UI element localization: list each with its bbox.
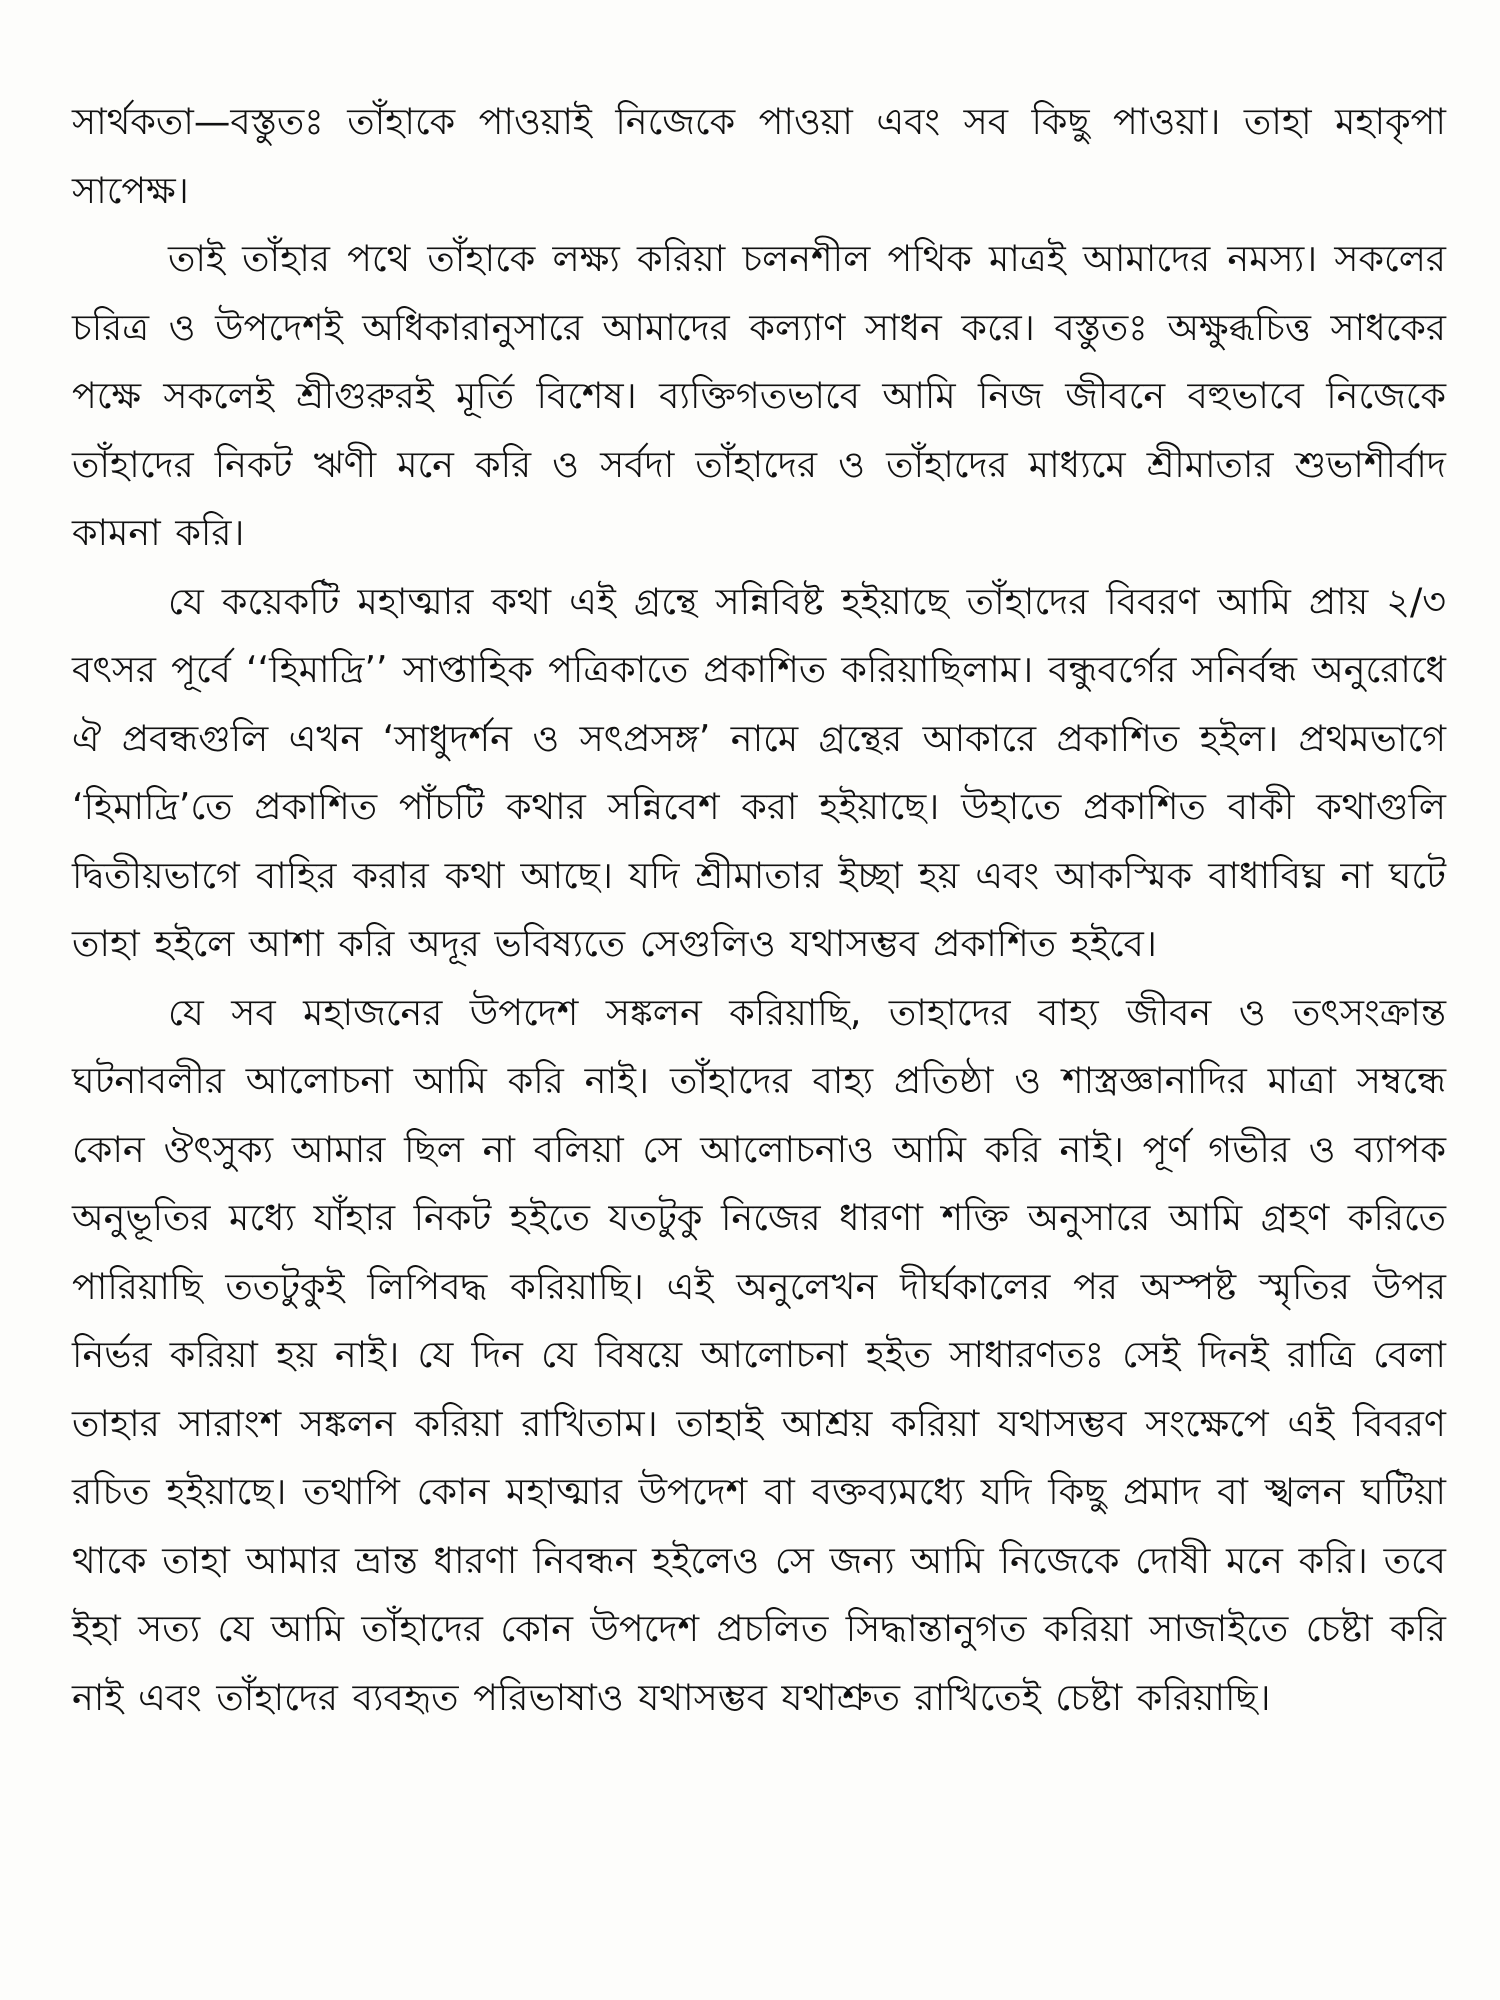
- paragraph-continuation: সার্থকতা—বস্তুতঃ তাঁহাকে পাওয়াই নিজেকে পাওয়া এবং সব কিছু পাওয়া। তাহা মহাকৃপা সাপেক্ষ।: [72, 100, 1446, 212]
- paragraph-sages-reverence: তাই তাঁহার পথে তাঁহাকে লক্ষ্য করিয়া চলনশীল পথিক মাত্রই আমাদের নমস্য। সকলের চরিত্র ও উপদেশই অধিকারানুসারে আমাদের কল্যাণ সাধন করে। বস্তুতঃ অক্ষুব্ধচিত্ত সাধকের পক্ষে সকলেই শ্রীগুরুরই মূর্তি বিশেষ। ব্যক্তিগতভাবে আমি নিজ জীবনে বহুভাবে নিজেকে তাঁহাদের নিকট ঋণী মনে করি ও সর্বদা তাঁহাদের ও তাঁহাদের মাধ্যমে শ্রীমাতার শুভাশীর্বাদ কামনা করি।: [72, 237, 1446, 554]
- paragraph-compilation-method: যে সব মহাজনের উপদেশ সঙ্কলন করিয়াছি, তাহাদের বাহ্য জীবন ও তৎসংক্রান্ত ঘটনাবলীর আলোচনা আমি করি নাই। তাঁহাদের বাহ্য প্রতিষ্ঠা ও শাস্ত্রজ্ঞানাদির মাত্রা সম্বন্ধে কোন ঔৎসুক্য আমার ছিল না বলিয়া সে আলোচনাও আমি করি নাই। পূর্ণ গভীর ও ব্যাপক অনুভূতির মধ্যে যাঁহার নিকট হইতে যতটুকু নিজের ধারণা শক্তি অনুসারে আমি গ্রহণ করিতে পারিয়াছি ততটুকুই লিপিবদ্ধ করিয়াছি। এই অনুলেখন দীর্ঘকালের পর অস্পষ্ট স্মৃতির উপর নির্ভর করিয়া হয় নাই। যে দিন যে বিষয়ে আলোচনা হইত সাধারণতঃ সেই দিনই রাত্রি বেলা তাহার সারাংশ সঙ্কলন করিয়া রাখিতাম। তাহাই আশ্রয় করিয়া যথাসম্ভব সংক্ষেপে এই বিবরণ রচিত হইয়াছে। তথাপি কোন মহাত্মার উপদেশ বা বক্তব্যমধ্যে যদি কিছু প্রমাদ বা স্খলন ঘটিয়া থাকে তাহা আমার ভ্রান্ত ধারণা নিবন্ধন হইলেও সে জন্য আমি নিজেকে দোষী মনে করি। তবে ইহা সত্য যে আমি তাঁহাদের কোন উপদেশ প্রচলিত সিদ্ধান্তানুগত করিয়া সাজাইতে চেষ্টা করি নাই এবং তাঁহাদের ব্যবহৃত পরিভাষাও যথাসম্ভব যথাশ্রুত রাখিতেই চেষ্টা করিয়াছি।: [72, 990, 1446, 1719]
- paragraph-publication-history: যে কয়েকটি মহাত্মার কথা এই গ্রন্থে সন্নিবিষ্ট হইয়াছে তাঁহাদের বিবরণ আমি প্রায় ২/৩ বৎসর পূর্বে ‘‘হিমাদ্রি’’ সাপ্তাহিক পত্রিকাতে প্রকাশিত করিয়াছিলাম। বন্ধুবর্গের সনির্বন্ধ অনুরোধে ঐ প্রবন্ধগুলি এখন ‘সাধুদর্শন ও সৎপ্রসঙ্গ’ নামে গ্রন্থের আকারে প্রকাশিত হইল। প্রথমভাগে ‘হিমাদ্রি’তে প্রকাশিত পাঁচটি কথার সন্নিবেশ করা হইয়াছে। উহাতে প্রকাশিত বাকী কথাগুলি দ্বিতীয়ভাগে বাহির করার কথা আছে। যদি শ্রীমাতার ইচ্ছা হয় এবং আকস্মিক বাধাবিঘ্ন না ঘটে তাহা হইলে আশা করি অদূর ভবিষ্যতে সেগুলিও যথাসম্ভব প্রকাশিত হইবে।: [72, 579, 1446, 965]
